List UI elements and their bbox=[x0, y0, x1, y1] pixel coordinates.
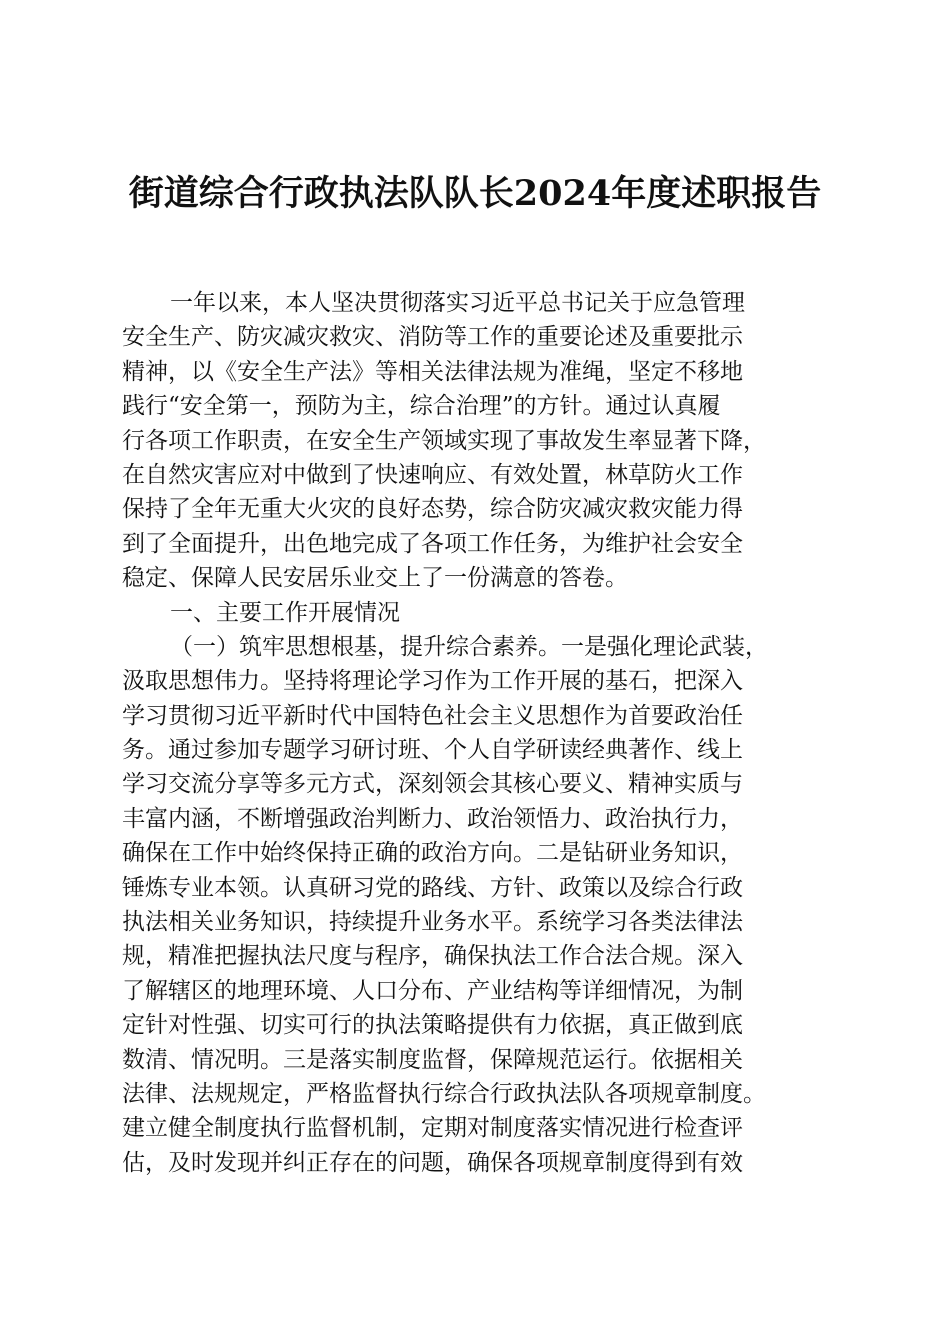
line-text: 规，精准把握执法尺度与程序，确保执法工作合法合规。深入 bbox=[122, 943, 743, 970]
line-text: 执法相关业务知识，持续提升业务水平。系统学习各类法律法 bbox=[122, 909, 743, 936]
text-line bbox=[122, 733, 834, 767]
text-line bbox=[122, 1146, 834, 1180]
line-text: 丰富内涵，不断增强政治判断力、政治领悟力、政治执行力， bbox=[122, 805, 743, 832]
text-line bbox=[122, 355, 834, 389]
text-line bbox=[122, 561, 834, 595]
line-text: 稳定、保障人民安居乐业交上了一份满意的答卷。 bbox=[122, 565, 628, 592]
text-line bbox=[122, 664, 834, 698]
text-line bbox=[122, 1043, 834, 1077]
document-body bbox=[122, 286, 834, 1180]
text-line bbox=[122, 458, 834, 492]
line-text: 学习贯彻习近平新时代中国特色社会主义思想作为首要政治任 bbox=[122, 702, 743, 729]
text-line bbox=[122, 1077, 834, 1111]
text-line bbox=[122, 871, 834, 905]
line-text: 一年以来，本人坚决贯彻落实习近平总书记关于应急管理 bbox=[170, 290, 745, 316]
text-line bbox=[122, 1008, 834, 1042]
text-line bbox=[122, 1111, 834, 1145]
line-text: 数清、情况明。三是落实制度监督，保障规范运行。依据相关 bbox=[122, 1046, 743, 1073]
line-text: 践行“安全第一，预防为主，综合治理”的方针。通过认真履 bbox=[122, 393, 721, 420]
line-text: 建立健全制度执行监督机制，定期对制度落实情况进行检查评 bbox=[122, 1115, 743, 1142]
section-heading-text: 一、主要工作开展情况 bbox=[170, 599, 400, 626]
document-title: 街道综合行政执法队队长2024年度述职报告 bbox=[128, 173, 822, 214]
line-text: 行各项工作职责，在安全生产领域实现了事故发生率显著下降， bbox=[122, 427, 766, 454]
text-line bbox=[122, 492, 834, 526]
line-text: 定针对性强、切实可行的执法策略提供有力依据，真正做到底 bbox=[122, 1012, 743, 1039]
line-text: 估，及时发现并纠正存在的问题，确保各项规章制度得到有效 bbox=[122, 1149, 743, 1176]
line-text: 安全生产、防灾减灾救灾、消防等工作的重要论述及重要批示 bbox=[122, 324, 743, 351]
line-text: 精神，以《安全生产法》等相关法律法规为准绳，坚定不移地 bbox=[122, 358, 743, 385]
text-line bbox=[122, 905, 834, 939]
line-text: 保持了全年无重大火灾的良好态势，综合防灾减灾救灾能力得 bbox=[122, 496, 743, 523]
text-line bbox=[122, 389, 834, 423]
line-text: 学习交流分享等多元方式，深刻领会其核心要义、精神实质与 bbox=[122, 771, 743, 798]
line-text: （一）筑牢思想根基，提升综合素养。一是强化理论武装， bbox=[170, 633, 768, 660]
line-text: 锤炼专业本领。认真研习党的路线、方针、政策以及综合行政 bbox=[122, 874, 743, 901]
line-text: 务。通过参加专题学习研讨班、个人自学研读经典著作、线上 bbox=[122, 737, 743, 764]
text-line bbox=[122, 939, 834, 973]
text-line bbox=[122, 286, 834, 320]
text-line bbox=[122, 320, 834, 354]
text-line bbox=[122, 802, 834, 836]
line-text: 在自然灾害应对中做到了快速响应、有效处置，林草防火工作 bbox=[122, 461, 743, 488]
section-heading bbox=[122, 596, 834, 630]
text-line bbox=[122, 424, 834, 458]
text-line bbox=[122, 527, 834, 561]
line-text: 了解辖区的地理环境、人口分布、产业结构等详细情况，为制 bbox=[122, 977, 743, 1004]
text-line bbox=[122, 836, 834, 870]
line-text: 法律、法规规定，严格监督执行综合行政执法队各项规章制度。 bbox=[122, 1080, 766, 1107]
line-text: 确保在工作中始终保持正确的政治方向。二是钻研业务知识， bbox=[122, 840, 743, 867]
text-line bbox=[122, 767, 834, 801]
text-line bbox=[122, 974, 834, 1008]
line-text: 汲取思想伟力。坚持将理论学习作为工作开展的基石，把深入 bbox=[122, 668, 743, 695]
text-line bbox=[122, 630, 834, 664]
text-line bbox=[122, 699, 834, 733]
line-text: 到了全面提升，出色地完成了各项工作任务，为维护社会安全 bbox=[122, 530, 743, 557]
